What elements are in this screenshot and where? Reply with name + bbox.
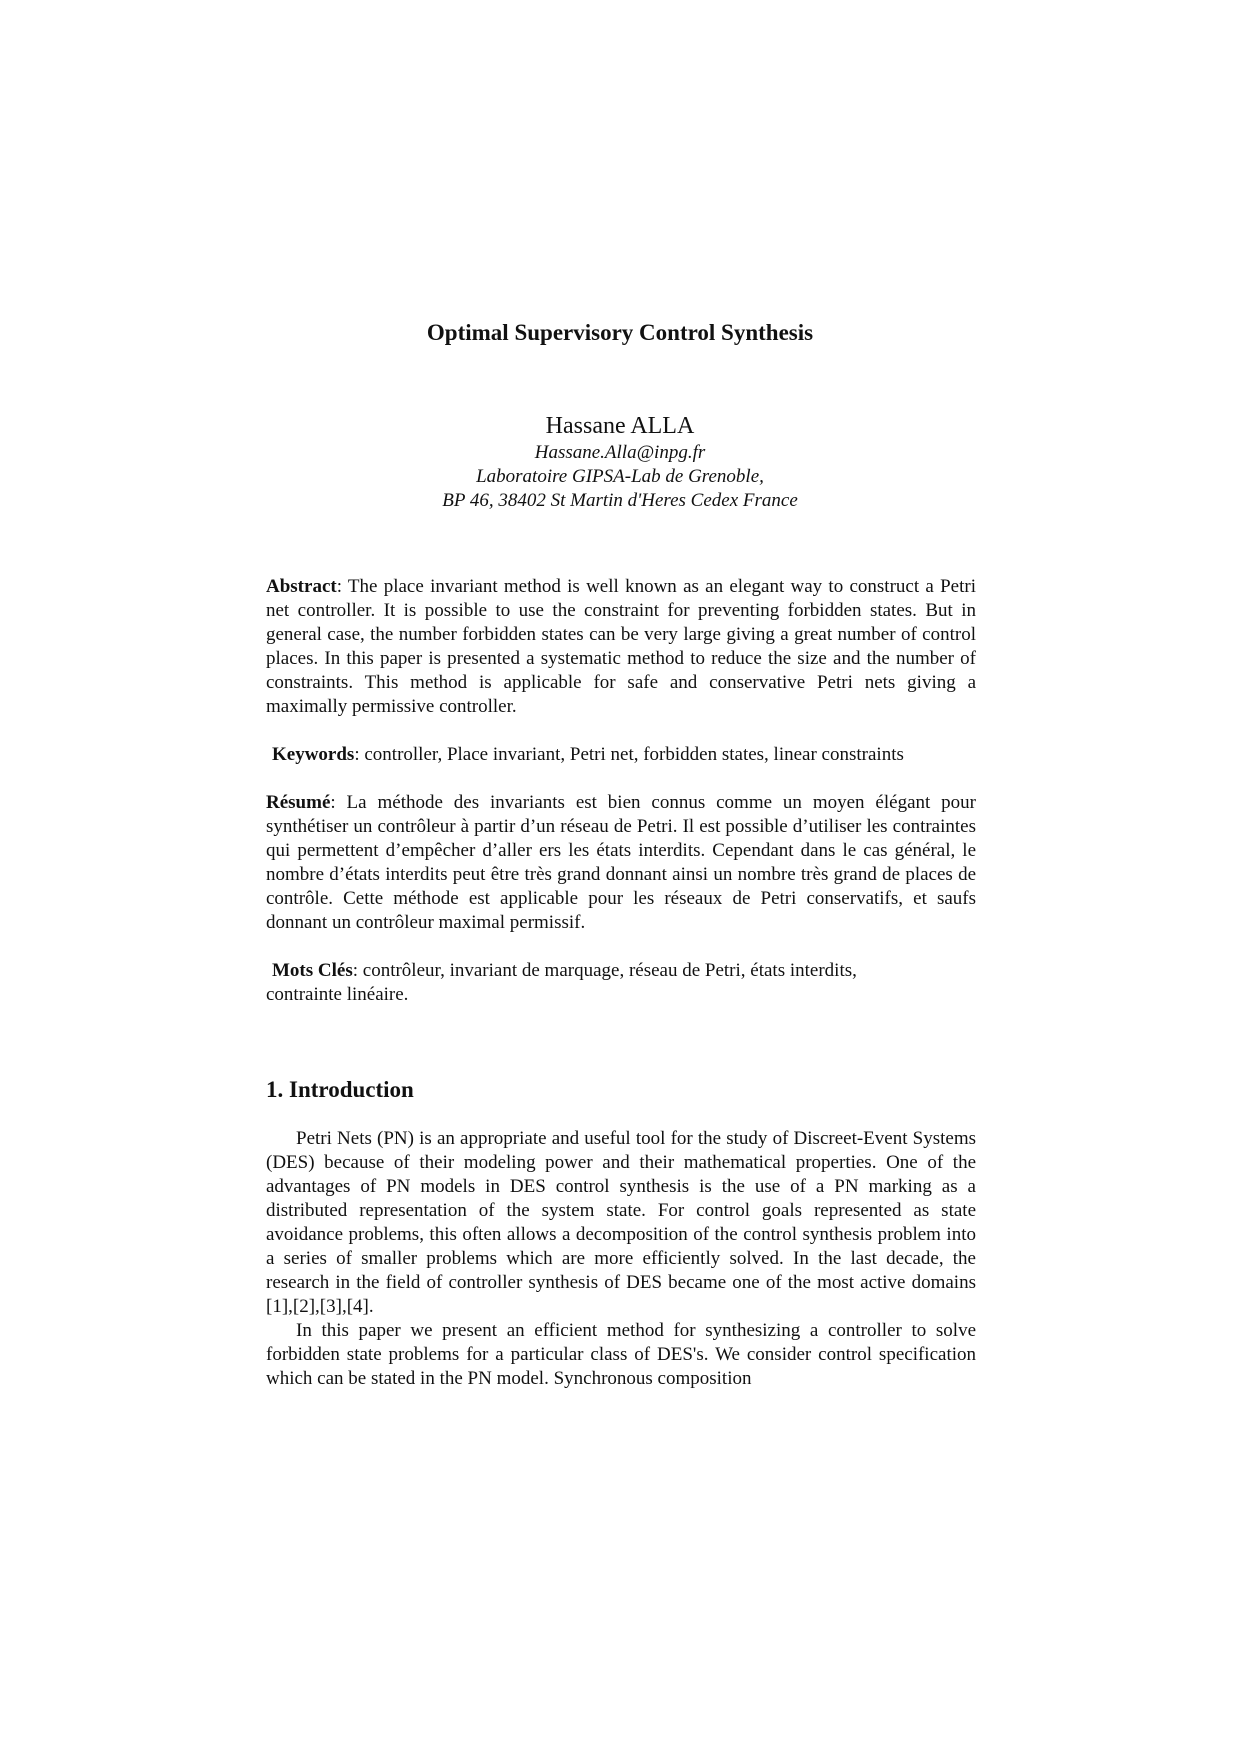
mots-cles-line2: contrainte linéaire.: [266, 984, 409, 1005]
introduction-body: [266, 1127, 976, 1391]
resume-text: : La méthode des invariants est bien connus comme un moyen élégant pour synthétiser un contrôleur à partir d’un réseau de Petri. Il est possible d’utiliser les contraintes qui permettent d’empêcher d’aller ers les états interdits. Cependant dans le cas général, le nombre d’états interdits peut être très grand donnant ainsi un nombre très grand de places de contrôle. Cette méthode est applicable pour les réseaux de Petri conservatifs, et saufs donnant un contrôleur maximal permissif.: [266, 792, 976, 933]
keywords: [266, 743, 982, 767]
mots-cles-label: Mots Clés: [272, 960, 353, 981]
section-heading-introduction: 1. Introduction: [266, 1077, 414, 1102]
paper-title: Optimal Supervisory Control Synthesis: [426, 320, 814, 345]
author-email: Hassane.Alla@inpg.fr: [534, 442, 706, 463]
intro-paragraph-1: Petri Nets (PN) is an appropriate and useful tool for the study of Discreet-Event Systems (DES) because of their modeling power and their mathematical properties. One of the advantages of PN models in DES control synthesis is the use of a PN marking as a distributed representation of the system state. For control goals represented as state avoidance problems, this often allows a decomposition of the control synthesis problem into a series of smaller problems which are more efficiently solved. In the last decade, the research in the field of controller synthesis of DES became one of the most active domains [1],[2],[3],[4].: [266, 1128, 976, 1317]
author-lab: Laboratoire GIPSA-Lab de Grenoble,: [476, 466, 764, 487]
resume-label: Résumé: [266, 792, 331, 813]
keywords-text: : controller, Place invariant, Petri net, forbidden states, linear constraints: [354, 744, 904, 765]
author-block: [0, 411, 1240, 513]
intro-paragraph-2: In this paper we present an efficient method for synthesizing a controller to solve forbidden state problems for a particular class of DES's. We consider control specification which can be stated in the PN model. Synchronous composition: [266, 1320, 976, 1389]
abstract-text: : The place invariant method is well known as an elegant way to construct a Petri net controller. It is possible to use the constraint for preventing forbidden states. But in general case, the number forbidden states can be very large giving a great number of control places. In this paper is presented a systematic method to reduce the size and the number of constraints. This method is applicable for safe and conservative Petri nets giving a maximally permissive controller.: [266, 576, 976, 717]
author-name: Hassane ALLA: [545, 413, 695, 439]
resume: [266, 791, 976, 935]
mots-cles: [266, 959, 976, 1007]
abstract: [266, 575, 976, 719]
keywords-label: Keywords: [272, 744, 355, 765]
mots-cles-text: : contrôleur, invariant de marquage, réseau de Petri, états interdits,: [352, 960, 857, 981]
abstract-label: Abstract: [266, 576, 337, 597]
author-address: BP 46, 38402 St Martin d'Heres Cedex France: [442, 490, 798, 511]
mots-cles-line1: [266, 959, 976, 983]
